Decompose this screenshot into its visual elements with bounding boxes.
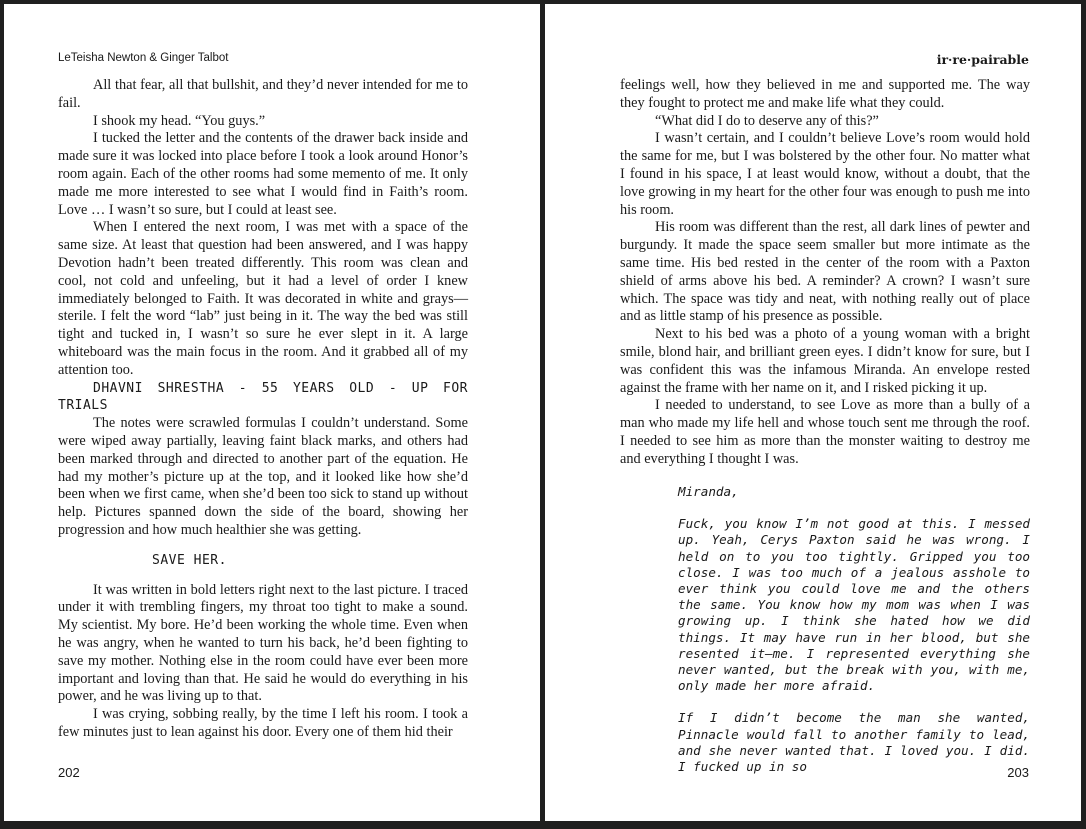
paragraph: Next to his bed was a photo of a young woman with a bright smile, blond hair, and brilliant green eyes. I didn’t know for sure, but I was confident this was the infamous Miranda. An envelope rested against the frame with her name on it, and I risked picking it up. <box>620 326 1030 396</box>
page-number-left: 202 <box>58 765 80 780</box>
paragraph: His room was different than the rest, all dark lines of pewter and burgundy. It made the space seem smaller but more intimate as the same time. His bed rested in the center of the room with a Paxton shield of arms above his bed. A reminder? A crown? I wasn’t sure which. The space was tidy and neat, with nothing really out of place and as little stamp of his presence as possible. <box>620 219 1030 325</box>
paragraph: When I entered the next room, I was met with a space of the same size. At least that question had been answered, and I was happy Devotion hadn’t been treated differently. This room was clean and cool, not cold and unfeeling, but it had a level of order I knew immediately belonged to Faith. It was decorated in white and grays—sterile. I felt the word “lab” just being in it. The way the bed was still tight and tucked in, I wasn’t so sure he ever slept in it. A large whiteboard was the main focus in the room. And it grabbed all of my attention too. <box>58 219 468 378</box>
paragraph: It was written in bold letters right next to the last picture. I traced under it with trembling fingers, my throat too tight to make a sound. My scientist. My bore. He’d been working the whole time. Even when he was angry, when he wanted to turn his back, he’d been fighting to save my mother. Nothing else in the room could have ever been more important and loving than that. He said he would do everything in his power, and he was living up to that. <box>58 581 468 705</box>
paragraph: feelings well, how they believed in me and supported me. The way they fought to protect me and make life what they could. <box>620 77 1030 111</box>
running-head-authors: LeTeisha Newton & Ginger Talbot <box>58 52 229 64</box>
paragraph: I was crying, sobbing really, by the time I left his room. I took a few minutes just to lean against his door. Every one of them hid their <box>58 706 468 740</box>
left-body-text <box>58 77 468 742</box>
letter-paragraph: If I didn’t become the man she wanted, Pinnacle would fall to another family to lead, and she never wanted that. I loved you. I did. I fucked up in so <box>678 710 1030 775</box>
letter-paragraph: Fuck, you know I’m not good at this. I messed up. Yeah, Cerys Paxton said he was wrong. I held on to you too tightly. Gripped you too close. I was too much of a jealous asshole to ever think you could love me and the others the same. You know how my mom was when I was growing up. I think she hated how we did things. It may have run in her blood, but she resented it—me. I represented everything she never wanted, but the break with you, with me, only made her more afraid. <box>678 516 1030 694</box>
paragraph: I needed to understand, to see Love as more than a bully of a man who made my life hell and whose touch sent me through the roof. I needed to see him as more than the monster waiting to destroy me and everything I thought I was. <box>620 397 1030 467</box>
paragraph: I tucked the letter and the contents of the drawer back inside and made sure it was locked into place before I took a look around Honor’s room again. Each of the other rooms had some memento of me. It only made me more interested to see what I would find in Faith’s room. Love … I wasn’t so sure, but I could at least see. <box>58 130 468 218</box>
left-page <box>4 4 540 821</box>
page-number-right: 203 <box>1007 765 1029 780</box>
handwritten-letter <box>678 484 1030 791</box>
right-page <box>545 4 1081 821</box>
paragraph: All that fear, all that bullshit, and they’d never intended for me to fail. <box>58 77 468 111</box>
paragraph: The notes were scrawled formulas I couldn’t understand. Some were wiped away partially, leaving faint black marks, and others had been marked through and directed to another part of the equation. He had my mother’s picture up at the top, and it looked like how she’d been when we first came, when she’d been too sick to stand up without help. Pictures spanned down the side of the board, showing her progression and how much healthier she was getting. <box>58 415 468 538</box>
right-body-text <box>620 77 1030 469</box>
whiteboard-note: SAVE HER. <box>152 552 227 568</box>
running-head-title: ir·re·pairable <box>936 52 1029 67</box>
letter-salutation: Miranda, <box>678 484 739 499</box>
whiteboard-heading: DHAVNI SHRESTHA - 55 YEARS OLD - UP FOR TRIALS <box>58 380 468 414</box>
paragraph: I wasn’t certain, and I couldn’t believe Love’s room would hold the same for me, but I was bolstered by the other four. No matter what I found in his space, I at least would know, without a doubt, that the love growing in my heart for the other four was enough to push me into his room. <box>620 130 1030 218</box>
paragraph: I shook my head. “You guys.” <box>93 112 266 129</box>
paragraph: “What did I do to deserve any of this?” <box>655 112 879 129</box>
